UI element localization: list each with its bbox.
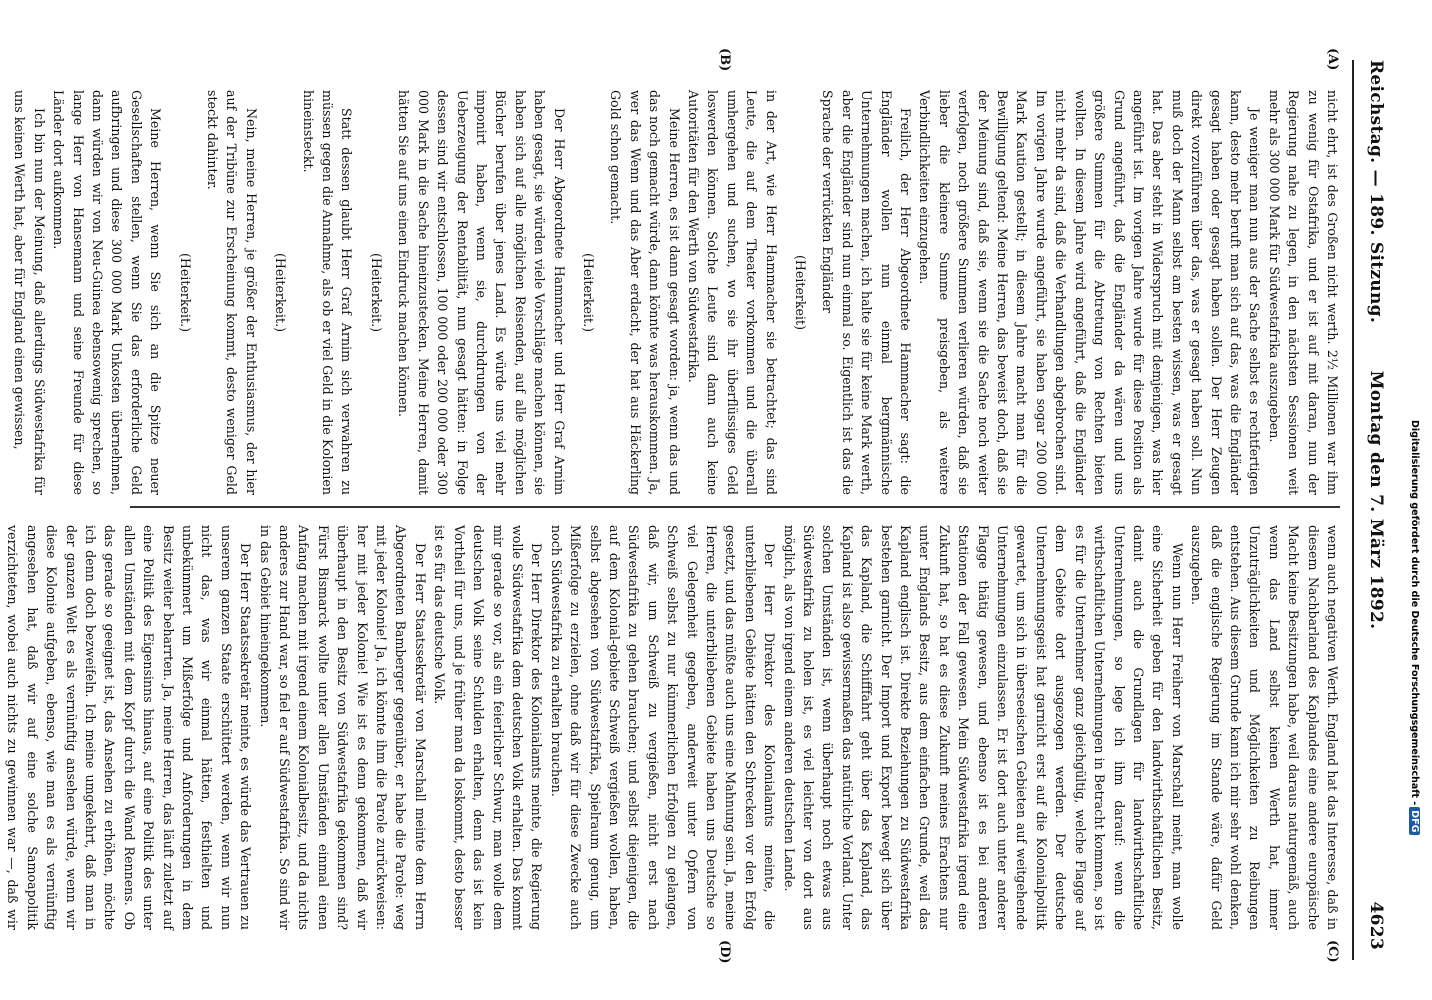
left-paragraph: Der Herr Abgeordnete Hammacher und Herr Graf Arnim haben gesagt, sie würden viele Vorschläge machen können, sie haben sich auf alle möglichen Reisenden, auf alle möglichen Bücher berufen über jenes Land. Es würde uns viel mehr imponirt haben, wenn sie, durchdrungen von der Ueberzeugung der Rentabilität, nun gesagt hätten: in Folge dessen sind wir entschlossen, 100 000 oder 200 000 oder 300 000 Mark in die Sache hineinzustecken. Meine Herren, damit hätten Sie auf uns einen Eindruck machen können. — [396, 90, 567, 495]
left-paragraph: Statt dessen glaubt Herr Graf Arnim sich verwahren zu müssen gegen die Annahme, als ob er viel Geld in die Kolonien hineinsteckt. — [300, 90, 355, 495]
left-paragraph: Meine Herren, wenn Sie sich an die Spitze neuer Gesellschaften stellen, wenn Sie das erforderliche Geld aufbringen und diese 300 000 Mark Unkosten übernehmen, dann würden wir von Neu-Guinea ebensowenig sprechen, so lange Herr von Hansemann und seine Freunde für diese Länder dort aufkommen. — [51, 90, 164, 495]
right-paragraph: Der Herr Direktor des Kolonialamts meinte, die unterbliebenen Gebiete hätten den Schrecken vor den Erfolg gesetzt, und das müßte auch uns eine Mahnung sein. Ja, meine Herren, die unterbliebenen Gebiete haben uns Deutsche so viel Gelegenheit gegeben, anderweit unter Opfern von Schweiß selbst zu nur kümmerlichen Erfolgen zu gelangen, daß wir, um Schweiß zu vergießen, nicht erst nach Südwestafrika zu gehen brauchen; und selbst diejenigen, die auf dem Kolonial-gebiete Schweiß vergießen wollen, haben, selbst abgesehen von Südwestafrika, Spielraum genug, um Mißerfolge zu erzielen, ohne daß wir für diese Zwecke auch noch Südwestafrika zu erhalten brauchen. — [548, 525, 778, 930]
margin-mark-d: (D) — [717, 940, 732, 964]
left-paragraph: Je weniger man nun aus der Sache selbst es rechtfertigen kann, desto mehr beruft man sich auf das, was die Engländer gesagt haben oder gesagt haben sollen. Der Herr Zeugen direkt vorzuführen über das, was er gesagt haben soll. Nun muß doch der Mann selbst am besten wissen, was er gesagt hat. Das aber steht in Widerspruch mit demjenigen, was hier angeführt ist. Im vorigen Jahre wurde für diese Position als Grund angeführt, daß die Engländer da wären und uns größere Summen für die Abtretung von Rechten bieten wollten. In diesem Jahre wird angeführt, daß die Engländer nicht mehr da sind, daß die Verhandlungen abgebrochen sind. Im vorigen Jahre wurde angeführt, sie haben sogar 200 000 Mark Kaution gestellt; in diesem Jahre macht man für die Bewilligung geltend: Meine Herren, das beweist doch, daß sie der Meinung sind, daß sie, wenn sie die Sache noch weiter verfolgen, noch größere Summen verlieren würden, daß sie lieber die kleinere Summe preisgeben, als weitere Verbindlichkeiten einzugehen. — [917, 90, 1263, 495]
left-paragraph: Nein, meine Herren, je größer der Enthusiasmus, der hier auf der Tribüne zur Erscheinung kommt, desto weniger Geld steckt dahinter. — [205, 90, 259, 495]
page-number: 4623 — [1366, 901, 1386, 950]
right-paragraph: Der Herr Staatssekretär meinte, es würde das Vertrauen zu unserem ganzen Staate erschüttert werden, wenn wir nun nicht das, was wir einmal hätten, festhielten und unbekümmert um Mißerfolge und Anforderungen in dem Besitz weiter beharrten. Ja, meine Herren, das läuft zuletzt auf eine Politik des Eigensinns hinaus, auf eine Politik des unter allen Umständen mit dem Kopf durch die Wand Rennens. Ob das gerade so geeignet ist, das Ansehen zu erhöhen, möchte ich denn doch bezweifeln. Ich meine umgekehrt, daß man in der ganzen Welt es als vernünftig ansehen würde, wenn wir diese Kolonie aufgeben, ebenso, wie man es als vernünftig angesehen hat, daß wir auf eine solche Samoapolitik verzichteten, wobei auch nichts zu gewinnen war —, daß wir — [5, 525, 254, 930]
right-paragraph: Der Herr Staatssekretär von Marschall meinte dem Herrn Abgeordneten Bamberger gegenüber, er habe die Parole: weg mit jeder Kolonie! Ja, ich könnte ihm die Parole zurückweisen: her mit jeder Kolonie! Wie ist es denn gekommen, daß wir überhaupt in den Besitz von Südwestafrika gekommen sind? Fürst Bismarck wollte unter allen Umständen einmal einen Anfang machen mit irgend einem Kolonialbesitz, und da nichts anderes zur Hand war, so fiel er auf Südwestafrika. So sind wir in das Gebiet hineingekommen. — [257, 525, 428, 930]
interjection: (Heiterkeit.) — [368, 253, 384, 332]
left-paragraph: Meine Herren, es ist dann gesagt worden: ja, wenn das und das noch gemacht würde, dann könnte was herauskommen. Ja, wer das Wenn und das Aber erdacht, der hat aus Häckerling Gold schon gemacht. — [608, 90, 682, 495]
right-paragraph: wenn auch negativen Werth. England hat das Interesse, daß in diesem Nachbarland des Kaplandes eine andere europäische Macht keine Besitzungen habe, weil daraus naturgemäß, auch wenn das Land selbst keinen Werth hat, immer Unzuträglichkeiten und Möglichkeiten zu Reibungen entstehen. Aus diesem Grunde kann ich mir sehr wohl denken, daß die englische Regierung im Stande wäre, dafür Geld auszugeben. — [1189, 525, 1340, 930]
interjection: (Heiterkeit.) — [273, 253, 289, 332]
right-column — [5, 525, 1342, 930]
interjection: (Heiterkeit.) — [177, 253, 193, 332]
interjection: (Heiterkeit) — [793, 255, 809, 330]
digitization-credit-text: Digitalisierung gefördert durch die Deutsche Forschungsgemeinschaft - — [1409, 420, 1420, 806]
left-paragraph: nicht ehrt, ist des Großen nicht werth. 2½ Millionen war ihm zu wenig für Ostafrika, und er ist auf mit daran, nun der Regierung nahe zu legen, in den nächsten Sessionen weit mehr als 300 000 Mark für Südwestafrika auszugeben. — [1266, 90, 1340, 495]
column-divider — [130, 506, 1340, 508]
margin-mark-b: (B) — [717, 48, 732, 72]
right-paragraph: Der Herr Direktor des Kolonialamts meinte, die Regierung wolle Südwestafrika dem deutschen Volk erhalten. Das kommt mir gerade so vor, als ein feierlicher Schwur, man wolle dem deutschen Volk seine Schulden erhalten, denn das ist kein Vortheil für uns, und je früher man da loskommt, desto besser ist es für das deutsche Volk. — [432, 525, 545, 930]
right-paragraph: Wenn nun Herr Freiherr von Marschall meint, man wolle eine Sicherheit geben für den landwirthschaftlichen Besitz, damit auch die Grundlagen für landwirthschaftliche Unternehmungen, so lege ich ihm darauf: wenn die wirthschaftlichen Unternehmungen in Betracht kommen, so ist es für die Unternehmer ganz gleichgültig, welche Flagge auf dem Gebiete dort ausgezogen werden. Der deutsche Unternehmungsgeist hat garnicht erst auf die Kolonialpolitik gewartet, um sich in überseeischen Gebieten auf weitgehende Unternehmungen einzulassen. Er ist dort auch unter anderer Flagge thätig gewesen, und ebenso ist es bei anderen Stationen der Fall gewesen. Mein Südwestafrika irgend eine Zukunft hat, so hat es diese Zukunft meines Erachtens nur unter Englands Besitz, aus dem einfachen Grunde, weil das Kapland englisch ist. Direkte Beziehungen zu Südwestafrika bestehen garnicht. Der Import und Export bewegt sich über das Kapland, die Schifffahrt geht über das Kapland, das Kapland ist also gewissermaßen das natürliche Vorland. Unter solchen Umständen ist, wenn überhaupt noch etwas aus Südwestafrika zu holen ist, es viel leichter von dort aus möglich, als von irgend einem anderen deutschen Lande. — [781, 525, 1185, 930]
left-paragraph: Ich bin nun der Meinung, daß allerdings Südwestafrika für uns keinen Werth hat, aber für England einen gewissen, — [12, 90, 47, 495]
dfg-logo: DFG — [1409, 807, 1420, 835]
left-column — [12, 90, 1342, 495]
header-rule — [1352, 60, 1354, 960]
left-paragraph: Freilich, der Herr Abgeordnete Hammacher sagt: die Engländer wollen nun einmal bergmännische Unternehmungen machen, ich halte sie für keine Mark werth, aber die Engländer sind nun einmal so. Eigentlich ist das die Sprache der verrückten Engländer — [820, 90, 914, 495]
interjection: (Heiterkeit.) — [580, 253, 596, 332]
left-paragraph: in der Art, wie Herr Hammacher sie betrachtet; das sind Leute, die auf dem Theater vorkommen und die überall umhergehen und suchen, wo sie ihr überflüssiges Geld loswerden können. Solche Leute sind dann auch keine Autoritäten für den Werth von Südwestafrika. — [686, 90, 779, 495]
margin-mark-a: (A) — [1325, 48, 1340, 71]
header-left: Reichstag. — 189. Sitzung. — [1366, 60, 1386, 324]
page-header — [1358, 40, 1392, 960]
header-date: Montag den 7. März 1892. — [1366, 370, 1386, 630]
margin-mark-c: (C) — [1325, 940, 1340, 963]
digitization-credit — [1406, 420, 1420, 980]
